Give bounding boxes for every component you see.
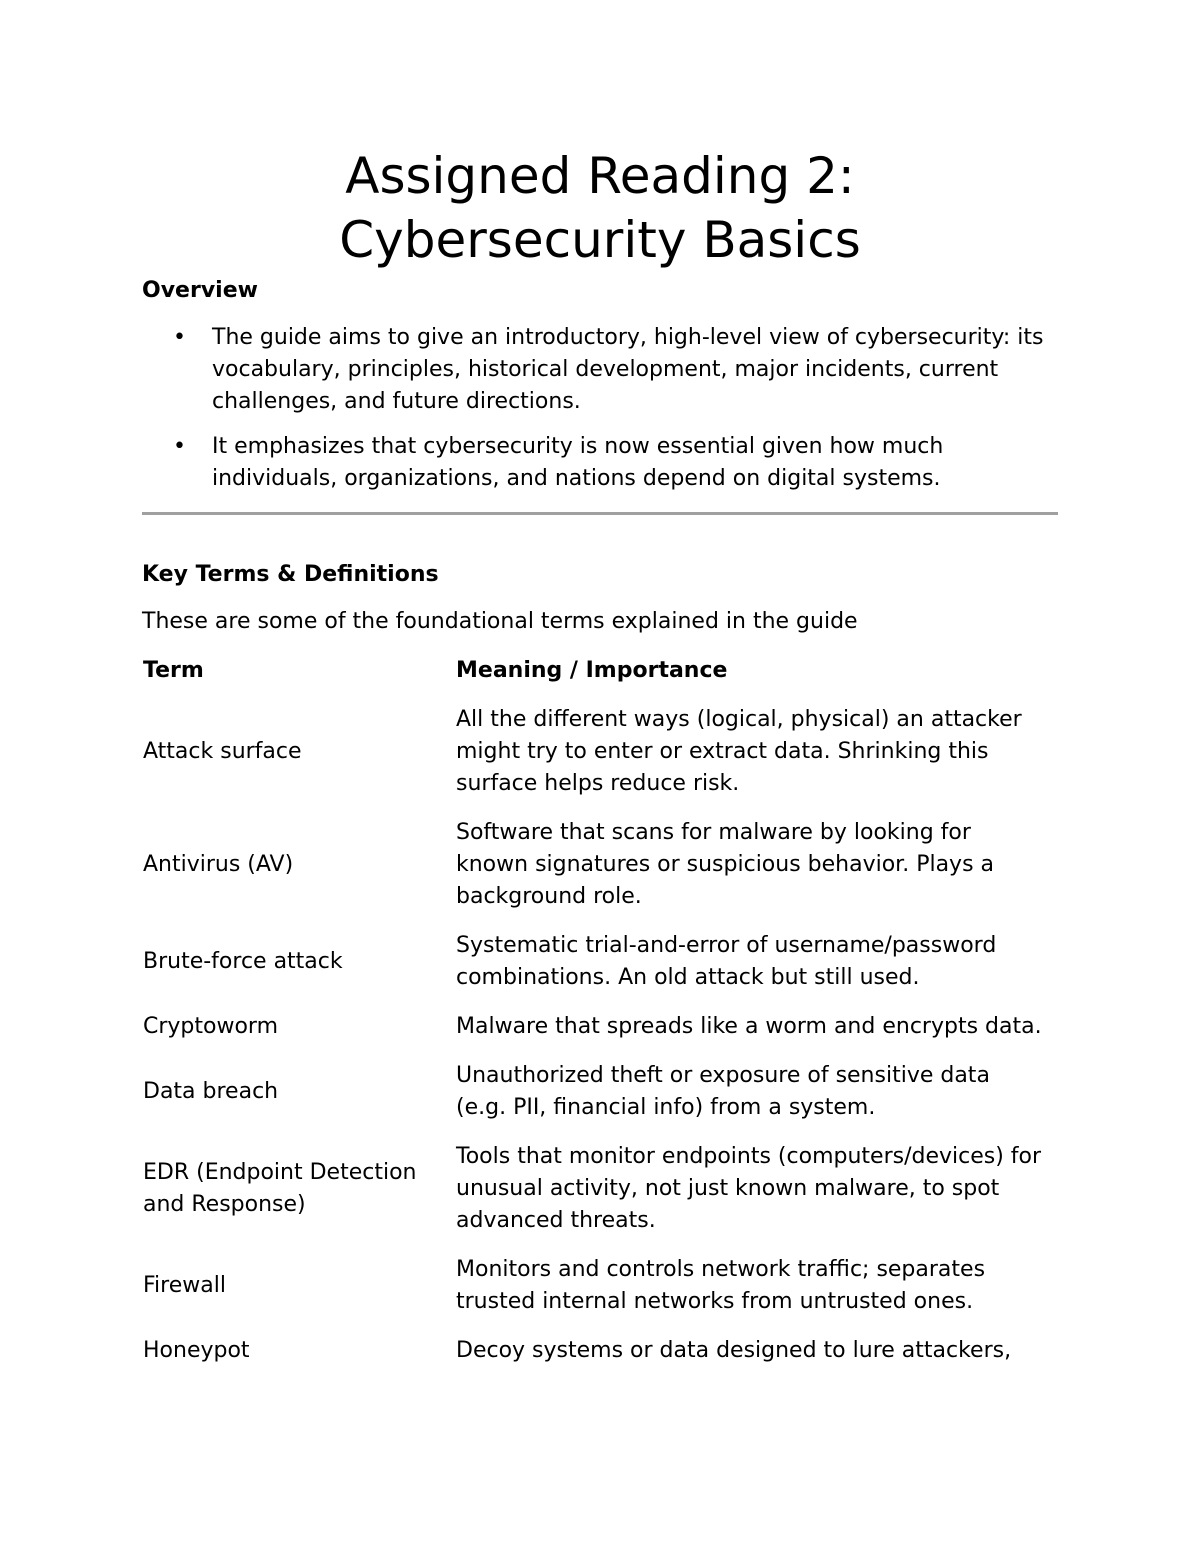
column-header-meaning: Meaning / Importance: [456, 658, 728, 683]
table-row: [142, 1060, 1058, 1124]
bullet-dot-icon: •: [173, 434, 186, 459]
title-line-2: Cybersecurity Basics: [339, 211, 861, 269]
meaning-cell: Tools that monitor endpoints (computers/devices) for unusual activity, not just known malware, to spot advanced threats.: [456, 1144, 1042, 1233]
term-cell: Cryptoworm: [143, 1014, 279, 1039]
key-terms-heading: Key Terms & Definitions: [142, 562, 439, 587]
table-row: [142, 930, 1058, 994]
title-line-1: Assigned Reading 2:: [345, 147, 855, 205]
overview-heading: Overview: [142, 278, 258, 303]
term-cell: Brute-force attack: [143, 949, 343, 974]
table-row: [142, 1335, 1058, 1367]
term-cell: Attack surface: [143, 739, 302, 764]
terms-table-header: [142, 657, 1058, 685]
column-header-term: Term: [143, 658, 204, 683]
key-terms-intro: These are some of the foundational terms explained in the guide: [142, 609, 858, 634]
term-cell: Firewall: [143, 1273, 226, 1298]
overview-bullet-list: [142, 322, 1058, 508]
document-page: [142, 0, 1058, 1553]
table-row: [142, 704, 1058, 800]
overview-bullet: [142, 322, 1058, 418]
meaning-cell: Malware that spreads like a worm and encrypts data.: [456, 1014, 1042, 1039]
meaning-cell: Unauthorized theft or exposure of sensitive data (e.g. PII, financial info) from a system.: [456, 1063, 990, 1120]
meaning-cell: Systematic trial-and-error of username/password combinations. An old attack but still used.: [456, 933, 997, 990]
terms-table-body: [142, 704, 1058, 1384]
meaning-cell: Software that scans for malware by looking for known signatures or suspicious behavior. Plays a background role.: [456, 820, 995, 909]
table-row: [142, 1011, 1058, 1043]
term-cell: Honeypot: [143, 1338, 250, 1363]
overview-bullet: [142, 431, 1058, 495]
overview-bullet-text: The guide aims to give an introductory, high-level view of cybersecurity: its vocabulary, principles, historical development, major incidents, current challenges, and future directions.: [212, 325, 1044, 414]
term-cell: Antivirus (AV): [143, 852, 294, 877]
meaning-cell: All the different ways (logical, physical) an attacker might try to enter or extract data. Shrinking this surface helps reduce risk.: [456, 707, 1022, 796]
document-title: [142, 144, 1058, 272]
term-cell: EDR (Endpoint Detection and Response): [143, 1160, 417, 1217]
overview-bullet-text: It emphasizes that cybersecurity is now essential given how much individuals, organizations, and nations depend on digital systems.: [212, 434, 944, 491]
horizontal-rule: [142, 512, 1058, 515]
bullet-dot-icon: •: [173, 325, 186, 350]
table-row: [142, 817, 1058, 913]
table-row: [142, 1141, 1058, 1237]
meaning-cell: Decoy systems or data designed to lure attackers,: [456, 1338, 1012, 1363]
table-row: [142, 1254, 1058, 1318]
meaning-cell: Monitors and controls network traffic; separates trusted internal networks from untrusted ones.: [456, 1257, 986, 1314]
term-cell: Data breach: [143, 1079, 279, 1104]
